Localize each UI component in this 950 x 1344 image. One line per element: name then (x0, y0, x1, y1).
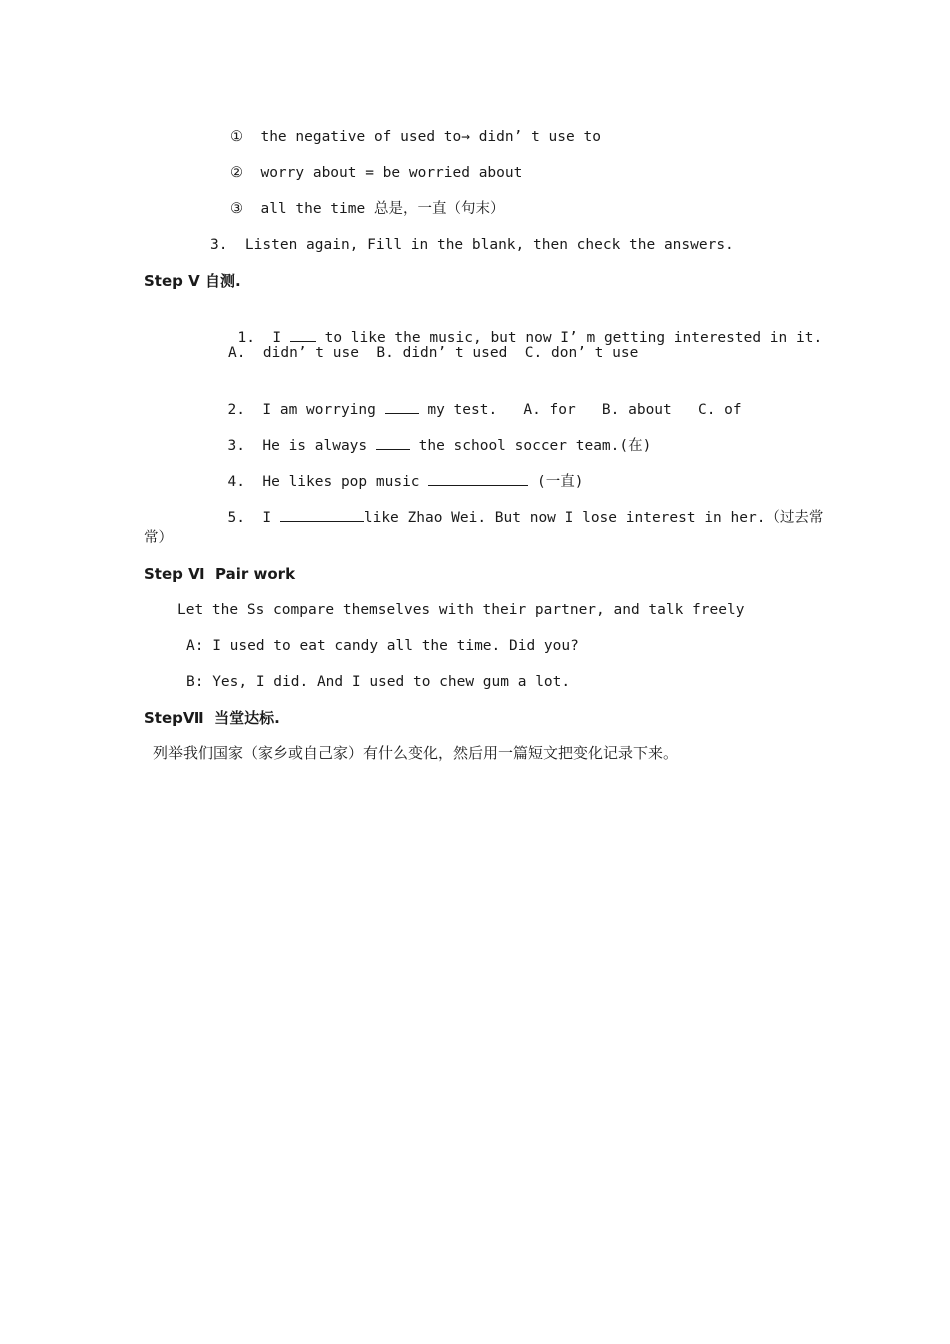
question-2: 2. I am worrying my test. A. for B. about C. of (210, 379, 742, 420)
question-4: 4. He likes pop music (一直) (210, 451, 583, 492)
note-item-1: ① the negative of used to→ didn’ t use to (230, 129, 601, 145)
step7-task: 列举我们国家（家乡或自己家）有什么变化，然后用一篇短文把变化记录下来。 (153, 744, 679, 762)
dialogue-line-a: A: I used to eat candy all the time. Did you? (186, 638, 579, 654)
step6-heading: Step Ⅵ Pair work (144, 565, 296, 583)
note-item-3: ③ all the time 总是，一直（句末） (230, 201, 505, 217)
step5-heading: Step Ⅴ 自测. (144, 272, 241, 290)
listen-again-instruction: 3. Listen again, Fill in the blank, then check the answers. (210, 237, 734, 253)
answer-blank-4 (428, 471, 528, 486)
pair-work-intro: Let the Ss compare themselves with their partner, and talk freely (177, 602, 745, 618)
answer-blank-5 (280, 507, 364, 522)
question-5: 5. I like Zhao Wei. But now I lose interest in her.（过去常 (210, 487, 823, 528)
question-1: 1. I to like the music, but now I’ m getting interested in it. (220, 307, 822, 348)
question-1-options: A. didn’ t use B. didn’ t used C. don’ t use (228, 345, 639, 361)
note-item-2: ② worry about = be worried about (230, 165, 523, 181)
answer-blank-1 (290, 327, 316, 342)
question-3: 3. He is always the school soccer team.(在) (210, 415, 651, 456)
step7-heading: StepⅦ 当堂达标. (144, 709, 280, 727)
answer-blank-2 (385, 399, 419, 414)
question-5-continued: 常） (144, 530, 173, 546)
dialogue-line-b: B: Yes, I did. And I used to chew gum a lot. (186, 674, 571, 690)
answer-blank-3 (376, 435, 410, 450)
